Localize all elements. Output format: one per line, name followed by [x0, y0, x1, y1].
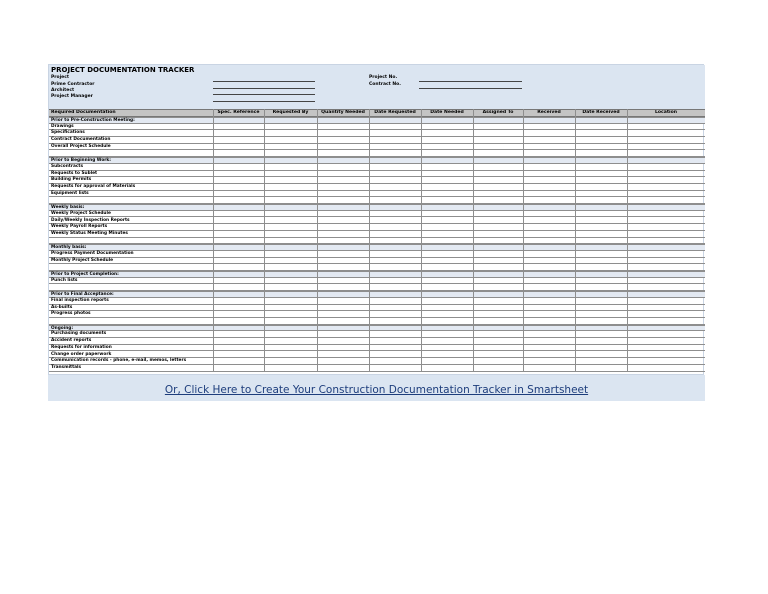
column-divider: [213, 109, 214, 372]
documentation-tracker-sheet: [48, 64, 704, 375]
table-row: [49, 345, 705, 352]
table-row: [49, 338, 705, 345]
table-row: [49, 151, 705, 158]
column-header-received: Received: [537, 110, 561, 115]
table-row: [49, 211, 705, 218]
document-name: Accident reports: [51, 338, 92, 344]
contract-no-field-line[interactable]: [419, 88, 522, 89]
table-row: [49, 331, 705, 338]
section-title: Ongoing:: [51, 325, 74, 331]
table-row: [49, 224, 705, 231]
document-name: Equipment lists: [51, 190, 89, 196]
table-row: [49, 238, 705, 245]
table-row: [49, 305, 705, 312]
project-field-line[interactable]: [213, 81, 315, 82]
architect-label: Architect: [51, 88, 75, 93]
document-name: Daily/Weekly Inspection Reports: [51, 217, 130, 223]
section-header-row: [49, 157, 705, 164]
table-row: [49, 298, 705, 305]
project-no-label: Project No.: [369, 75, 398, 80]
section-header-row: [49, 117, 705, 124]
document-name: Overall Project Schedule: [51, 143, 111, 149]
table-row: [49, 365, 705, 372]
table-row: [49, 311, 705, 318]
table-row: [49, 137, 705, 144]
table-row: [49, 278, 705, 285]
column-divider: [473, 109, 474, 372]
column-header-quantity-needed: Quantity Needed: [321, 110, 365, 115]
document-name: Drawings: [51, 123, 74, 129]
document-name: Monthly Project Schedule: [51, 257, 114, 263]
document-name: Subcontracts: [51, 163, 84, 169]
column-divider: [317, 109, 318, 372]
document-name: Specifications: [51, 130, 85, 136]
section-header-row: [49, 291, 705, 298]
column-divider: [575, 109, 576, 372]
column-divider: [369, 109, 370, 372]
column-header-date-needed: Date Needed: [430, 110, 464, 115]
column-header-date-received: Date Received: [582, 110, 620, 115]
document-name: Transmittals: [51, 364, 82, 370]
prime-contractor-field-line[interactable]: [213, 88, 315, 89]
document-name: Contract Documentation: [51, 137, 111, 143]
column-header-row: [49, 109, 705, 117]
table-row: [49, 177, 705, 184]
column-divider: [421, 109, 422, 372]
document-name: Requests for information: [51, 344, 112, 350]
table-row: [49, 164, 705, 171]
document-name: As-builts: [51, 304, 73, 310]
column-header-date-requested: Date Requested: [374, 110, 416, 115]
section-title: Prior to Project Completion:: [51, 272, 119, 278]
tracker-title: PROJECT DOCUMENTATION TRACKER: [51, 66, 195, 74]
prime-contractor-label: Prime Contractor: [51, 82, 95, 87]
table-row: [49, 285, 705, 292]
column-header-spec-reference: Spec. Reference: [217, 110, 260, 115]
section-title: Prior to Beginning Work:: [51, 158, 112, 164]
column-divider: [627, 109, 628, 372]
table-row: [49, 358, 705, 365]
column-header-requested-by: Requested By: [272, 110, 309, 115]
section-title: Prior to Pre-Construction Meeting:: [51, 118, 135, 123]
section-title: Monthly basis:: [51, 245, 87, 251]
tracker-header: [49, 65, 705, 109]
column-header-location: Location: [654, 110, 678, 115]
document-name: Final inspection reports: [51, 297, 109, 303]
document-name: Progress photos: [51, 311, 91, 317]
document-name: Weekly Project Schedule: [51, 210, 111, 216]
table-row: [49, 258, 705, 265]
document-name: Requests for approval of Materials: [51, 184, 136, 189]
table-row: [49, 231, 705, 238]
table-row: [49, 197, 705, 204]
architect-field-line[interactable]: [213, 94, 315, 95]
document-name: Weekly Status Meeting Minutes: [51, 230, 128, 236]
section-header-row: [49, 271, 705, 278]
section-header-row: [49, 244, 705, 251]
section-header-row: [49, 204, 705, 211]
table-row: [49, 130, 705, 137]
table-row: [49, 251, 705, 258]
column-divider: [264, 109, 265, 372]
document-name: Communication records - phone, e-mail, memos, letters: [51, 358, 187, 364]
table-row: [49, 171, 705, 178]
section-title: Weekly basis:: [51, 205, 85, 211]
column-divider: [523, 109, 524, 372]
section-title: Prior to Final Acceptance:: [51, 292, 114, 298]
contract-no-label: Contract No.: [369, 82, 401, 87]
project-manager-field-line[interactable]: [213, 101, 315, 102]
document-name: Change order paperwork: [51, 351, 112, 357]
document-name: Purchasing documents: [51, 331, 107, 337]
column-header-assigned-to: Assigned To: [482, 110, 514, 115]
table-row: [49, 191, 705, 198]
table-row: [49, 218, 705, 225]
table-row: [49, 184, 705, 191]
project-manager-label: Project Manager: [51, 94, 93, 99]
document-name: Building Permits: [51, 177, 92, 183]
table-row: [49, 124, 705, 131]
table-row: [49, 318, 705, 325]
document-name: Requests to Sublet: [51, 170, 98, 176]
document-name: Weekly Payroll Reports: [51, 224, 108, 230]
document-name: Punch lists: [51, 277, 78, 283]
document-name: Progress Payment Documentation: [51, 251, 134, 256]
create-tracker-link[interactable]: Or, Click Here to Create Your Construction Documentation Tracker in Smartsheet: [164, 384, 589, 396]
project-no-field-line[interactable]: [419, 81, 522, 82]
smartsheet-banner: [48, 375, 705, 401]
table-row: [49, 264, 705, 271]
table-row: [49, 144, 705, 151]
section-header-row: [49, 325, 705, 332]
column-header-required-documentation: Required Documentation: [51, 110, 116, 115]
project-label: Project: [51, 75, 70, 80]
